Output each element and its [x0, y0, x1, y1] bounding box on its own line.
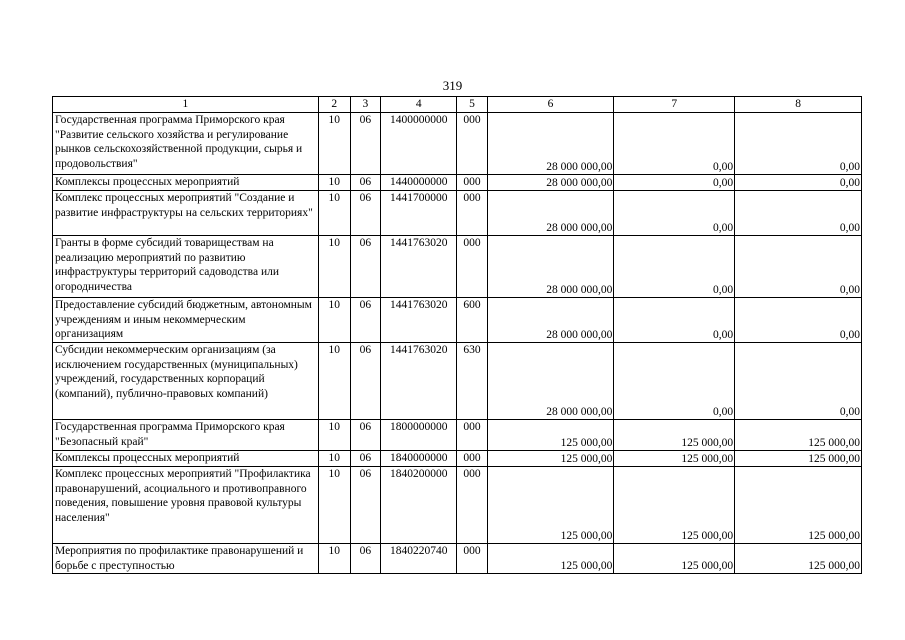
amount-year2-cell: 0,00: [614, 298, 735, 343]
column-header: 2: [318, 97, 350, 113]
subsection-code-cell: 06: [350, 191, 380, 236]
row-name-cell: Комплексы процессных мероприятий: [53, 175, 319, 191]
amount-year3-cell: 0,00: [735, 191, 862, 236]
amount-year3-cell: 0,00: [735, 298, 862, 343]
section-code-cell: 10: [318, 420, 350, 451]
table-row: [53, 236, 862, 298]
column-header: 1: [53, 97, 319, 113]
expense-type-cell: 000: [457, 175, 487, 191]
table-row: [53, 298, 862, 343]
column-header: 5: [457, 97, 487, 113]
subsection-code-cell: 06: [350, 451, 380, 467]
subsection-code-cell: 06: [350, 420, 380, 451]
target-article-cell: 1441763020: [381, 236, 457, 298]
amount-year1-cell: 125 000,00: [487, 420, 614, 451]
amount-year1-cell: 125 000,00: [487, 467, 614, 544]
row-name-cell: Комплекс процессных мероприятий "Профилактика правонарушений, асоциального и противоправного поведения, повышение уровня правовой культуры населения": [53, 467, 319, 544]
row-name-cell: Предоставление субсидий бюджетным, автономным учреждениям и иным некоммерческим организациям: [53, 298, 319, 343]
page-number: 319: [442, 78, 463, 93]
amount-year3-cell: 0,00: [735, 236, 862, 298]
subsection-code-cell: 06: [350, 236, 380, 298]
amount-year3-cell: 125 000,00: [735, 420, 862, 451]
amount-year3-cell: 125 000,00: [735, 467, 862, 544]
subsection-code-cell: 06: [350, 298, 380, 343]
amount-year2-cell: 0,00: [614, 236, 735, 298]
column-header: 7: [614, 97, 735, 113]
subsection-code-cell: 06: [350, 343, 380, 420]
table-row: [53, 343, 862, 420]
row-name-cell: Субсидии некоммерческим организациям (за исключением государственных (муниципальных) учреждений, государственных корпораций (компаний), публично-правовых компаний): [53, 343, 319, 420]
amount-year2-cell: 125 000,00: [614, 420, 735, 451]
table-row: [53, 451, 862, 467]
target-article-cell: 1441700000: [381, 191, 457, 236]
column-header: 6: [487, 97, 614, 113]
amount-year1-cell: 28 000 000,00: [487, 236, 614, 298]
subsection-code-cell: 06: [350, 175, 380, 191]
amount-year1-cell: 28 000 000,00: [487, 343, 614, 420]
amount-year2-cell: 0,00: [614, 343, 735, 420]
expense-type-cell: 000: [457, 467, 487, 544]
expense-type-cell: 000: [457, 236, 487, 298]
amount-year3-cell: 125 000,00: [735, 451, 862, 467]
table-row: [53, 467, 862, 544]
section-code-cell: 10: [318, 298, 350, 343]
budget-table: [52, 96, 862, 574]
table-row: [53, 420, 862, 451]
amount-year2-cell: 0,00: [614, 191, 735, 236]
amount-year3-cell: 0,00: [735, 343, 862, 420]
table-row: [53, 113, 862, 175]
amount-year1-cell: 28 000 000,00: [487, 298, 614, 343]
row-name-cell: Государственная программа Приморского края "Безопасный край": [53, 420, 319, 451]
row-name-cell: Комплексы процессных мероприятий: [53, 451, 319, 467]
row-name-cell: Комплекс процессных мероприятий "Создание и развитие инфраструктуры на сельских территориях": [53, 191, 319, 236]
section-code-cell: 10: [318, 544, 350, 574]
subsection-code-cell: 06: [350, 113, 380, 175]
section-code-cell: 10: [318, 343, 350, 420]
target-article-cell: 1400000000: [381, 113, 457, 175]
section-code-cell: 10: [318, 191, 350, 236]
row-name-cell: Мероприятия по профилактике правонарушений и борьбе с преступностью: [53, 544, 319, 574]
amount-year2-cell: 125 000,00: [614, 544, 735, 574]
table-row: [53, 175, 862, 191]
amount-year1-cell: 28 000 000,00: [487, 113, 614, 175]
target-article-cell: 1441763020: [381, 343, 457, 420]
expense-type-cell: 000: [457, 420, 487, 451]
amount-year1-cell: 125 000,00: [487, 451, 614, 467]
subsection-code-cell: 06: [350, 467, 380, 544]
table-row: [53, 191, 862, 236]
target-article-cell: 1840200000: [381, 467, 457, 544]
column-header: 8: [735, 97, 862, 113]
amount-year2-cell: 125 000,00: [614, 451, 735, 467]
expense-type-cell: 000: [457, 113, 487, 175]
amount-year3-cell: 125 000,00: [735, 544, 862, 574]
amount-year3-cell: 0,00: [735, 113, 862, 175]
amount-year1-cell: 125 000,00: [487, 544, 614, 574]
target-article-cell: 1440000000: [381, 175, 457, 191]
section-code-cell: 10: [318, 236, 350, 298]
amount-year1-cell: 28 000 000,00: [487, 175, 614, 191]
row-name-cell: Государственная программа Приморского края "Развитие сельского хозяйства и регулирование рынков сельскохозяйственной продукции, сырья и продовольствия": [53, 113, 319, 175]
section-code-cell: 10: [318, 175, 350, 191]
section-code-cell: 10: [318, 467, 350, 544]
amount-year3-cell: 0,00: [735, 175, 862, 191]
expense-type-cell: 630: [457, 343, 487, 420]
section-code-cell: 10: [318, 113, 350, 175]
row-name-cell: Гранты в форме субсидий товариществам на реализацию мероприятий по развитию инфраструктуры территорий садоводства или огородничества: [53, 236, 319, 298]
amount-year2-cell: 0,00: [614, 175, 735, 191]
subsection-code-cell: 06: [350, 544, 380, 574]
amount-year2-cell: 0,00: [614, 113, 735, 175]
amount-year1-cell: 28 000 000,00: [487, 191, 614, 236]
column-header: 3: [350, 97, 380, 113]
expense-type-cell: 600: [457, 298, 487, 343]
expense-type-cell: 000: [457, 544, 487, 574]
amount-year2-cell: 125 000,00: [614, 467, 735, 544]
column-header: 4: [381, 97, 457, 113]
expense-type-cell: 000: [457, 451, 487, 467]
target-article-cell: 1800000000: [381, 420, 457, 451]
target-article-cell: 1840000000: [381, 451, 457, 467]
expense-type-cell: 000: [457, 191, 487, 236]
section-code-cell: 10: [318, 451, 350, 467]
target-article-cell: 1441763020: [381, 298, 457, 343]
table-row: [53, 544, 862, 574]
table-header-row: [53, 97, 862, 113]
target-article-cell: 1840220740: [381, 544, 457, 574]
